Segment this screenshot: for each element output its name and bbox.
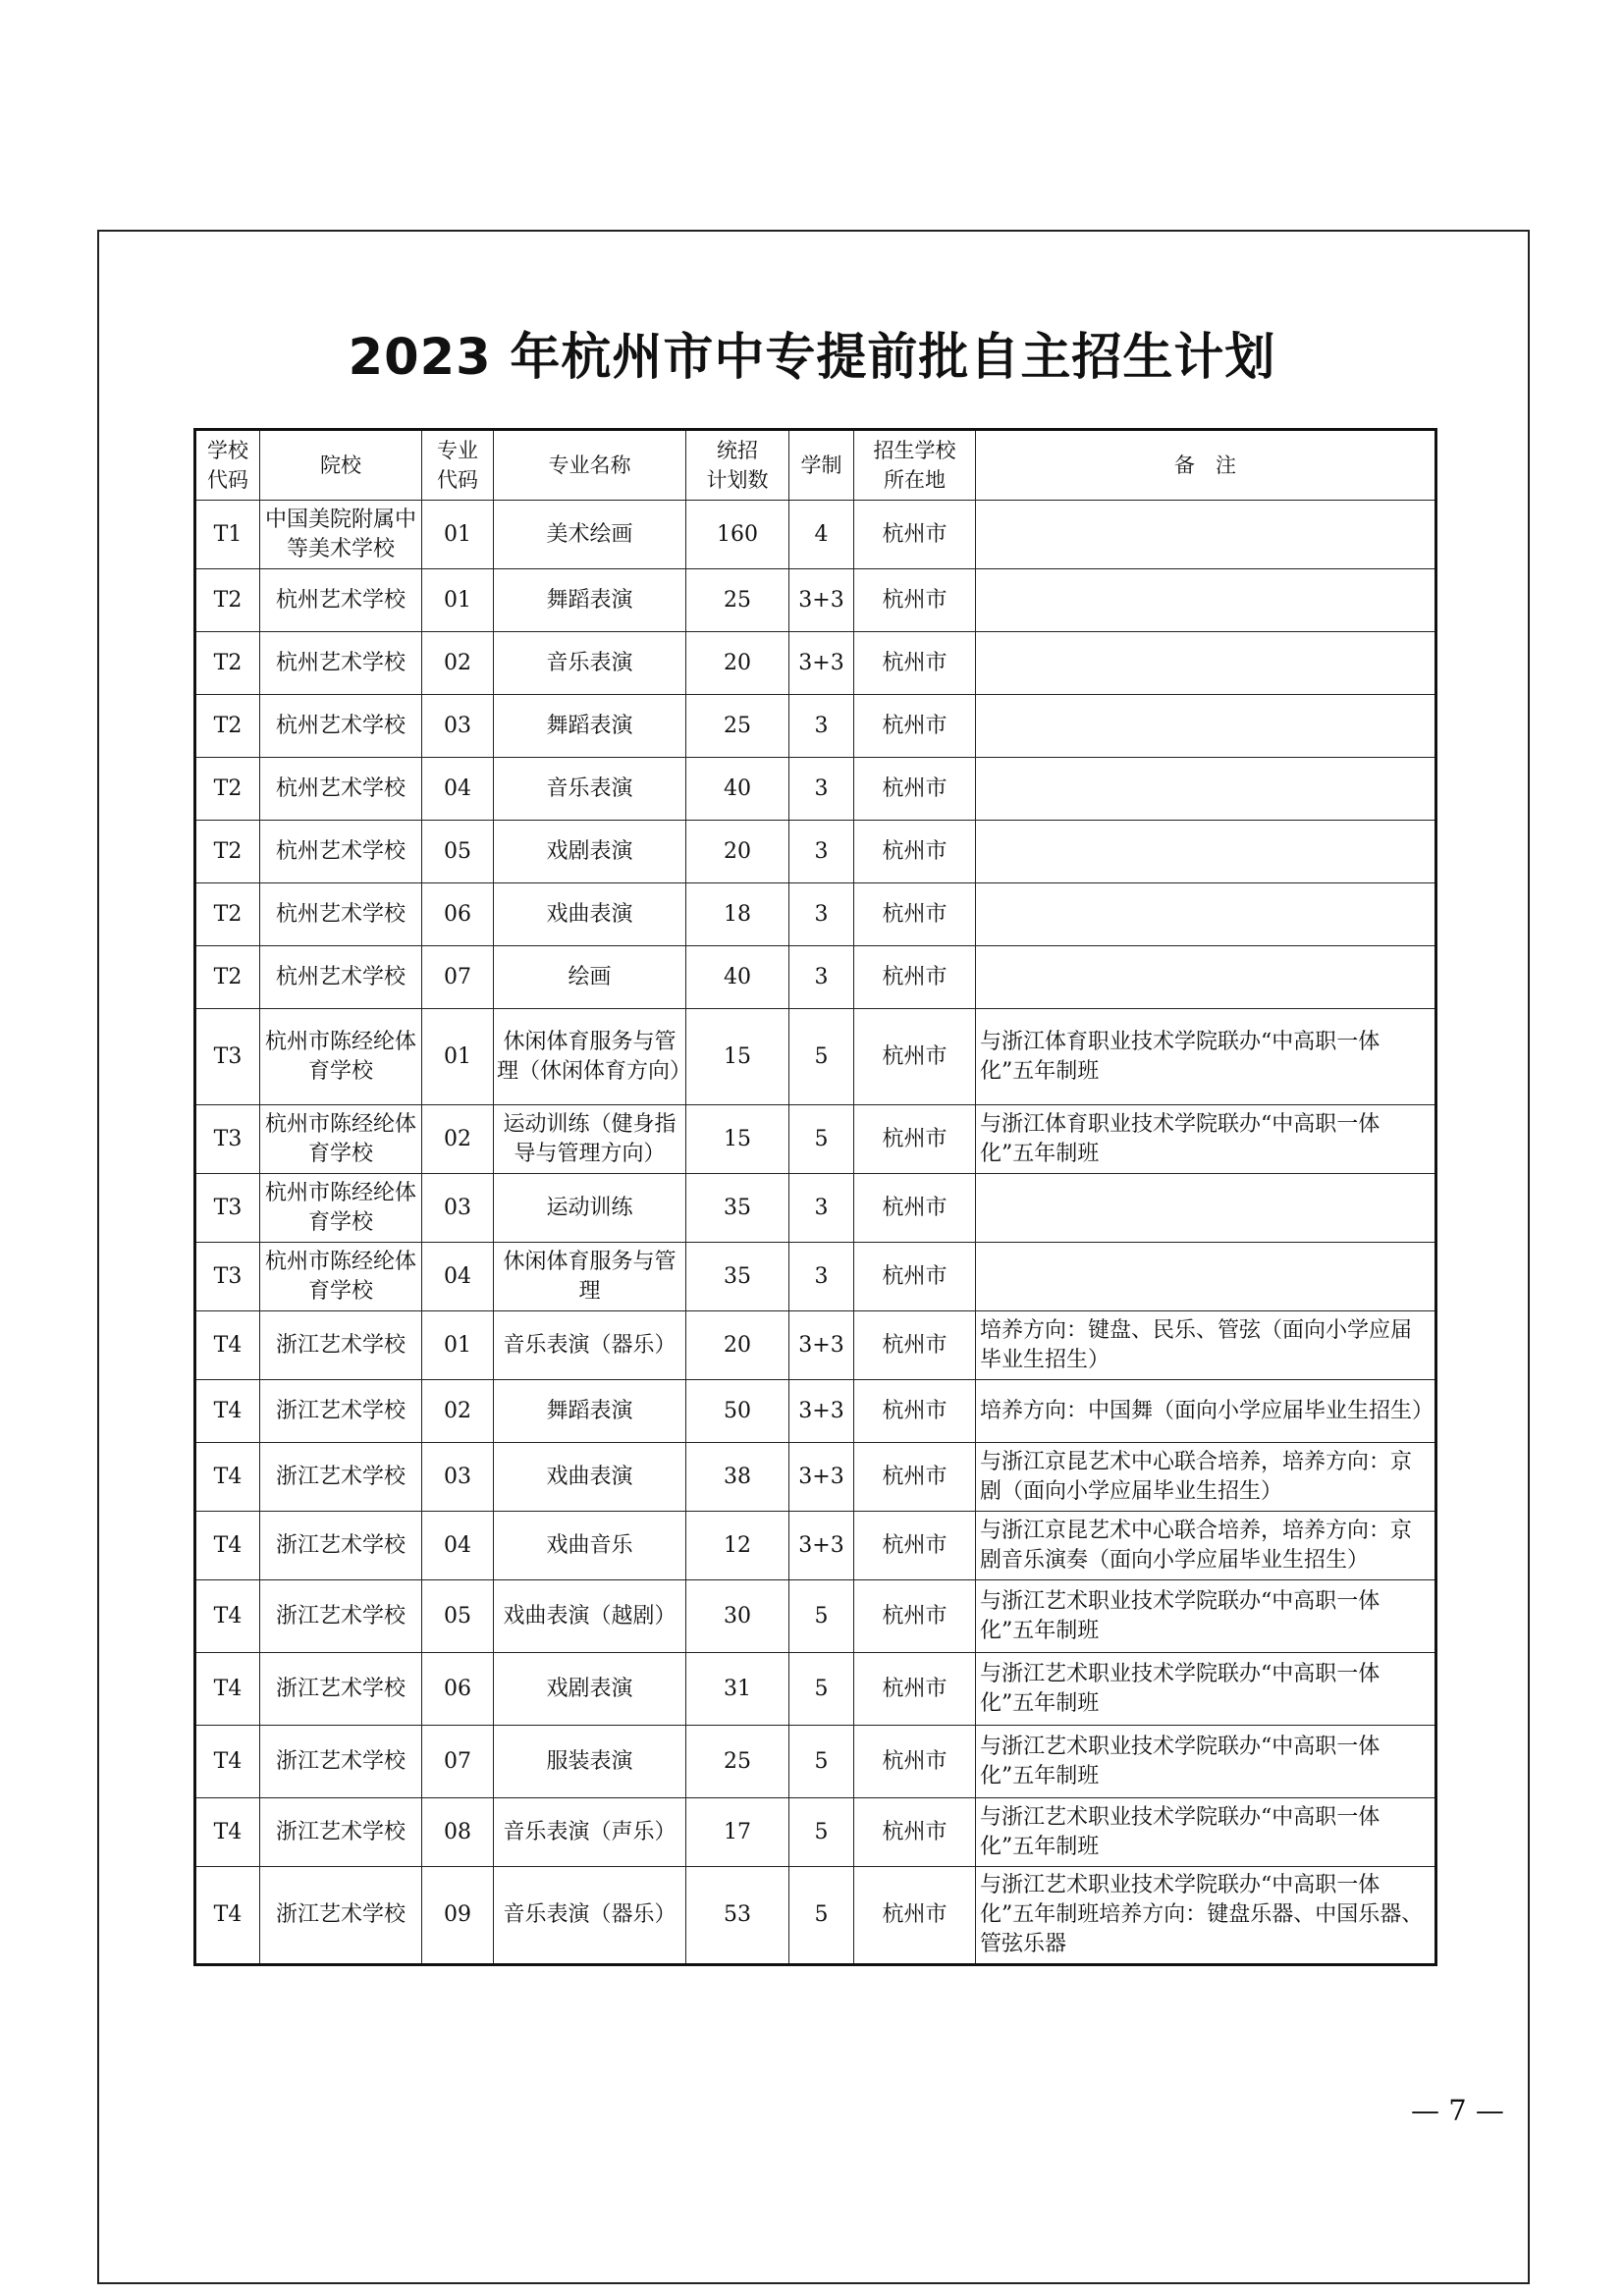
cell-location: 杭州市 — [854, 758, 976, 821]
cell-note: 与浙江艺术职业技术学院联办“中高职一体化”五年制班 — [976, 1580, 1436, 1653]
cell-duration: 3 — [789, 1243, 854, 1311]
cell-school-code: T3 — [195, 1105, 260, 1174]
cell-plan-count: 25 — [686, 695, 789, 758]
cell-duration: 4 — [789, 501, 854, 569]
table-row — [195, 695, 1436, 758]
cell-major-name: 休闲体育服务与管理 — [494, 1243, 686, 1311]
cell-location: 杭州市 — [854, 1726, 976, 1798]
cell-major-name: 美术绘画 — [494, 501, 686, 569]
cell-school-code: T2 — [195, 883, 260, 946]
cell-major-code: 09 — [422, 1867, 494, 1965]
cell-major-code: 06 — [422, 1653, 494, 1726]
cell-school-code: T1 — [195, 501, 260, 569]
cell-school: 杭州艺术学校 — [260, 758, 422, 821]
cell-note: 与浙江京昆艺术中心联合培养，培养方向：京剧音乐演奏（面向小学应届毕业生招生） — [976, 1512, 1436, 1580]
cell-school: 杭州艺术学校 — [260, 695, 422, 758]
cell-major-name: 舞蹈表演 — [494, 1380, 686, 1443]
header-duration: 学制 — [789, 430, 854, 501]
cell-plan-count: 35 — [686, 1174, 789, 1243]
cell-major-name: 音乐表演（器乐） — [494, 1867, 686, 1965]
cell-major-name: 服装表演 — [494, 1726, 686, 1798]
cell-school: 浙江艺术学校 — [260, 1512, 422, 1580]
cell-location: 杭州市 — [854, 821, 976, 883]
cell-plan-count: 15 — [686, 1009, 789, 1105]
cell-location: 杭州市 — [854, 1380, 976, 1443]
cell-school: 浙江艺术学校 — [260, 1798, 422, 1867]
cell-location: 杭州市 — [854, 1798, 976, 1867]
cell-plan-count: 15 — [686, 1105, 789, 1174]
cell-location: 杭州市 — [854, 883, 976, 946]
cell-duration: 3+3 — [789, 1512, 854, 1580]
cell-location: 杭州市 — [854, 1174, 976, 1243]
cell-plan-count: 31 — [686, 1653, 789, 1726]
cell-school: 杭州艺术学校 — [260, 883, 422, 946]
cell-duration: 3+3 — [789, 632, 854, 695]
cell-duration: 5 — [789, 1867, 854, 1965]
header-plan-count: 统招 计划数 — [686, 430, 789, 501]
cell-major-name: 音乐表演 — [494, 758, 686, 821]
cell-major-name: 戏剧表演 — [494, 821, 686, 883]
cell-location: 杭州市 — [854, 1311, 976, 1380]
cell-school: 中国美院附属中等美术学校 — [260, 501, 422, 569]
cell-plan-count: 25 — [686, 1726, 789, 1798]
cell-location: 杭州市 — [854, 501, 976, 569]
cell-plan-count: 17 — [686, 1798, 789, 1867]
cell-school-code: T3 — [195, 1243, 260, 1311]
header-school-code: 学校 代码 — [195, 430, 260, 501]
cell-major-code: 05 — [422, 1580, 494, 1653]
cell-school: 杭州艺术学校 — [260, 632, 422, 695]
cell-school-code: T2 — [195, 821, 260, 883]
table-row — [195, 1653, 1436, 1726]
cell-major-name: 舞蹈表演 — [494, 569, 686, 632]
cell-duration: 3 — [789, 695, 854, 758]
cell-school-code: T4 — [195, 1726, 260, 1798]
cell-note: 与浙江艺术职业技术学院联办“中高职一体化”五年制班培养方向：键盘乐器、中国乐器、管弦乐器 — [976, 1867, 1436, 1965]
table-row — [195, 1512, 1436, 1580]
cell-major-code: 02 — [422, 632, 494, 695]
cell-major-name: 戏曲表演 — [494, 883, 686, 946]
cell-school: 杭州市陈经纶体育学校 — [260, 1105, 422, 1174]
cell-school: 浙江艺术学校 — [260, 1380, 422, 1443]
cell-school-code: T2 — [195, 569, 260, 632]
cell-location: 杭州市 — [854, 1867, 976, 1965]
cell-plan-count: 25 — [686, 569, 789, 632]
cell-school-code: T2 — [195, 695, 260, 758]
cell-duration: 5 — [789, 1105, 854, 1174]
cell-major-code: 03 — [422, 1443, 494, 1512]
table-row — [195, 883, 1436, 946]
cell-plan-count: 50 — [686, 1380, 789, 1443]
cell-location: 杭州市 — [854, 569, 976, 632]
cell-note: 与浙江体育职业技术学院联办“中高职一体化”五年制班 — [976, 1009, 1436, 1105]
cell-major-code: 03 — [422, 695, 494, 758]
cell-location: 杭州市 — [854, 632, 976, 695]
cell-note: 与浙江京昆艺术中心联合培养，培养方向：京剧（面向小学应届毕业生招生） — [976, 1443, 1436, 1512]
cell-major-code: 02 — [422, 1105, 494, 1174]
cell-plan-count: 18 — [686, 883, 789, 946]
table-row — [195, 1174, 1436, 1243]
cell-major-code: 01 — [422, 501, 494, 569]
header-major-code: 专业 代码 — [422, 430, 494, 501]
page-title: 2023 年杭州市中专提前批自主招生计划 — [348, 329, 1276, 387]
cell-school-code: T2 — [195, 946, 260, 1009]
cell-major-code: 07 — [422, 946, 494, 1009]
table-row — [195, 1380, 1436, 1443]
cell-note — [976, 569, 1436, 632]
cell-school: 杭州艺术学校 — [260, 569, 422, 632]
cell-duration: 5 — [789, 1798, 854, 1867]
cell-major-name: 运动训练 — [494, 1174, 686, 1243]
table-row — [195, 632, 1436, 695]
cell-school-code: T4 — [195, 1443, 260, 1512]
cell-school: 杭州市陈经纶体育学校 — [260, 1174, 422, 1243]
cell-duration: 5 — [789, 1726, 854, 1798]
cell-location: 杭州市 — [854, 1653, 976, 1726]
page-number: — 7 — — [1411, 2094, 1504, 2127]
cell-major-name: 戏曲表演 — [494, 1443, 686, 1512]
cell-plan-count: 40 — [686, 946, 789, 1009]
cell-school: 杭州市陈经纶体育学校 — [260, 1009, 422, 1105]
cell-school-code: T4 — [195, 1867, 260, 1965]
cell-note: 培养方向：键盘、民乐、管弦（面向小学应届毕业生招生） — [976, 1311, 1436, 1380]
cell-location: 杭州市 — [854, 1105, 976, 1174]
cell-major-name: 音乐表演 — [494, 632, 686, 695]
cell-school: 杭州市陈经纶体育学校 — [260, 1243, 422, 1311]
table-row — [195, 1867, 1436, 1965]
cell-school-code: T3 — [195, 1174, 260, 1243]
cell-major-code: 03 — [422, 1174, 494, 1243]
table-header-row — [195, 430, 1436, 501]
table-row — [195, 1009, 1436, 1105]
cell-location: 杭州市 — [854, 1009, 976, 1105]
cell-major-code: 06 — [422, 883, 494, 946]
cell-duration: 3 — [789, 946, 854, 1009]
cell-school: 浙江艺术学校 — [260, 1867, 422, 1965]
cell-major-code: 01 — [422, 1311, 494, 1380]
cell-major-code: 02 — [422, 1380, 494, 1443]
cell-note — [976, 632, 1436, 695]
cell-school: 浙江艺术学校 — [260, 1726, 422, 1798]
header-notes: 备 注 — [976, 430, 1436, 501]
cell-major-code: 08 — [422, 1798, 494, 1867]
table-row — [195, 1726, 1436, 1798]
table-row — [195, 501, 1436, 569]
cell-note — [976, 501, 1436, 569]
cell-major-code: 07 — [422, 1726, 494, 1798]
table-row — [195, 1105, 1436, 1174]
cell-major-code: 05 — [422, 821, 494, 883]
cell-duration: 5 — [789, 1653, 854, 1726]
cell-major-code: 01 — [422, 569, 494, 632]
cell-duration: 3+3 — [789, 1443, 854, 1512]
cell-school-code: T2 — [195, 632, 260, 695]
cell-plan-count: 38 — [686, 1443, 789, 1512]
table-row — [195, 1443, 1436, 1512]
cell-school-code: T4 — [195, 1798, 260, 1867]
cell-school: 浙江艺术学校 — [260, 1580, 422, 1653]
cell-note: 与浙江艺术职业技术学院联办“中高职一体化”五年制班 — [976, 1798, 1436, 1867]
cell-note — [976, 883, 1436, 946]
cell-note — [976, 1174, 1436, 1243]
cell-major-name: 绘画 — [494, 946, 686, 1009]
cell-school-code: T4 — [195, 1311, 260, 1380]
cell-location: 杭州市 — [854, 1243, 976, 1311]
cell-plan-count: 12 — [686, 1512, 789, 1580]
cell-note — [976, 1243, 1436, 1311]
cell-location: 杭州市 — [854, 1512, 976, 1580]
cell-major-name: 戏剧表演 — [494, 1653, 686, 1726]
cell-major-name: 舞蹈表演 — [494, 695, 686, 758]
cell-major-name: 戏曲表演（越剧） — [494, 1580, 686, 1653]
cell-note: 与浙江艺术职业技术学院联办“中高职一体化”五年制班 — [976, 1726, 1436, 1798]
cell-location: 杭州市 — [854, 1443, 976, 1512]
table-row — [195, 821, 1436, 883]
cell-major-code: 04 — [422, 1243, 494, 1311]
header-major-name: 专业名称 — [494, 430, 686, 501]
cell-school-code: T4 — [195, 1580, 260, 1653]
cell-school: 浙江艺术学校 — [260, 1443, 422, 1512]
cell-location: 杭州市 — [854, 695, 976, 758]
cell-plan-count: 53 — [686, 1867, 789, 1965]
cell-plan-count: 20 — [686, 632, 789, 695]
cell-note — [976, 695, 1436, 758]
cell-school: 浙江艺术学校 — [260, 1653, 422, 1726]
cell-duration: 5 — [789, 1009, 854, 1105]
cell-duration: 3+3 — [789, 1311, 854, 1380]
cell-major-name: 音乐表演（器乐） — [494, 1311, 686, 1380]
table-row — [195, 1798, 1436, 1867]
cell-note: 与浙江体育职业技术学院联办“中高职一体化”五年制班 — [976, 1105, 1436, 1174]
cell-school-code: T4 — [195, 1380, 260, 1443]
cell-school-code: T4 — [195, 1512, 260, 1580]
cell-location: 杭州市 — [854, 946, 976, 1009]
cell-major-name: 休闲体育服务与管理（休闲体育方向） — [494, 1009, 686, 1105]
cell-school-code: T2 — [195, 758, 260, 821]
cell-plan-count: 20 — [686, 1311, 789, 1380]
table-row — [195, 946, 1436, 1009]
cell-school: 浙江艺术学校 — [260, 1311, 422, 1380]
header-location: 招生学校 所在地 — [854, 430, 976, 501]
enrollment-plan-table — [193, 428, 1437, 1966]
cell-plan-count: 160 — [686, 501, 789, 569]
cell-duration: 5 — [789, 1580, 854, 1653]
cell-note: 与浙江艺术职业技术学院联办“中高职一体化”五年制班 — [976, 1653, 1436, 1726]
table-row — [195, 1311, 1436, 1380]
cell-school-code: T3 — [195, 1009, 260, 1105]
cell-location: 杭州市 — [854, 1580, 976, 1653]
cell-duration: 3 — [789, 883, 854, 946]
cell-duration: 3+3 — [789, 569, 854, 632]
table-row — [195, 1580, 1436, 1653]
cell-plan-count: 40 — [686, 758, 789, 821]
table-row — [195, 569, 1436, 632]
cell-plan-count: 35 — [686, 1243, 789, 1311]
cell-note — [976, 946, 1436, 1009]
cell-duration: 3+3 — [789, 1380, 854, 1443]
header-school: 院校 — [260, 430, 422, 501]
cell-school: 杭州艺术学校 — [260, 946, 422, 1009]
cell-plan-count: 30 — [686, 1580, 789, 1653]
cell-major-code: 04 — [422, 1512, 494, 1580]
cell-note: 培养方向：中国舞（面向小学应届毕业生招生） — [976, 1380, 1436, 1443]
cell-school: 杭州艺术学校 — [260, 821, 422, 883]
cell-school-code: T4 — [195, 1653, 260, 1726]
cell-major-name: 运动训练（健身指导与管理方向） — [494, 1105, 686, 1174]
table-row — [195, 758, 1436, 821]
cell-major-code: 04 — [422, 758, 494, 821]
cell-duration: 3 — [789, 821, 854, 883]
cell-plan-count: 20 — [686, 821, 789, 883]
table-row — [195, 1243, 1436, 1311]
cell-major-name: 戏曲音乐 — [494, 1512, 686, 1580]
cell-note — [976, 758, 1436, 821]
cell-note — [976, 821, 1436, 883]
cell-duration: 3 — [789, 1174, 854, 1243]
cell-major-code: 01 — [422, 1009, 494, 1105]
cell-duration: 3 — [789, 758, 854, 821]
cell-major-name: 音乐表演（声乐） — [494, 1798, 686, 1867]
